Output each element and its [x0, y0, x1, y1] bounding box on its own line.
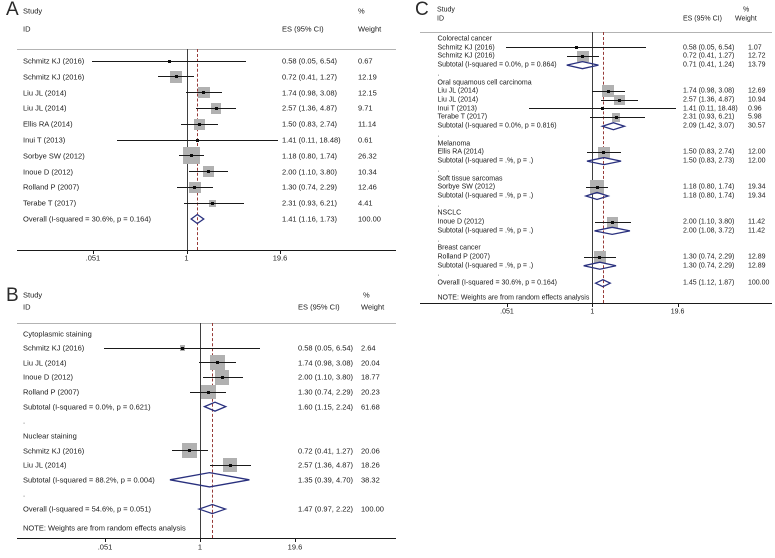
- panel-c-axis-tick-label: .051: [500, 308, 514, 315]
- panel-a-row-label: Liu JL (2014): [23, 87, 67, 97]
- panel-c-point-marker: [575, 46, 578, 49]
- panel-c-row-label: Rolland P (2007): [437, 253, 490, 261]
- panel-b-es-value: 2.00 (1.10, 3.80): [298, 372, 354, 382]
- panel-c-weight-value: 13.79: [748, 61, 766, 69]
- panel-c-point-marker: [611, 221, 614, 224]
- panel-a-weight-value: 10.34: [358, 166, 377, 176]
- panel-c-point-marker: [602, 151, 605, 154]
- panel-a-row-label: Inui T (2013): [23, 135, 66, 145]
- panel-c-row-label: Schmitz KJ (2016): [437, 44, 495, 52]
- panel-c-row-label: Subtotal (I-squared = .%, p = .): [437, 192, 534, 200]
- panel-b-es-value: 1.60 (1.15, 2.24): [298, 401, 354, 411]
- panel-c-weight-value: 12.00: [748, 148, 766, 156]
- panel-c-es-value: 2.00 (1.08, 3.72): [683, 227, 735, 235]
- panel-c-es-value: 2.57 (1.36, 4.87): [683, 96, 735, 104]
- panel-b-weight-value: 20.23: [361, 387, 380, 397]
- panel-c-point-marker: [601, 107, 604, 110]
- panel-b-weight-value: 18.26: [361, 460, 380, 470]
- panel-b-axis-tick-label: 1: [197, 542, 203, 552]
- panel-c-row-label: Liu JL (2014): [437, 96, 479, 104]
- panel-a-weight-value: 12.19: [358, 72, 377, 82]
- panel-c-es-value: 1.45 (1.12, 1.87): [683, 279, 735, 287]
- panel-a-weight-value: 4.41: [358, 198, 373, 208]
- panel-b-header-pct: %: [363, 290, 370, 300]
- panel-c-weight-value: 11.42: [748, 218, 765, 226]
- panel-c-weight-value: 19.34: [748, 192, 766, 200]
- panel-c-section-heading: Soft tissue sarcomas: [437, 175, 503, 183]
- panel-c-weight-value: 12.69: [748, 87, 766, 95]
- panel-c-es-value: 1.41 (0.11, 18.48): [683, 105, 738, 113]
- panel-b-note: NOTE: Weights are from random effects analysis: [23, 522, 186, 532]
- panel-c-es-value: 1.18 (0.80, 1.74): [683, 183, 735, 191]
- panel-c-header-es: ES (95% CI): [683, 15, 722, 23]
- panel-b-es-value: 1.30 (0.74, 2.29): [298, 387, 354, 397]
- panel-c-point-marker: [581, 55, 584, 58]
- panel-c-weight-value: 30.57: [748, 122, 766, 130]
- panel-a-point-marker: [215, 107, 218, 110]
- panel-b-row-label: Inoue D (2012): [23, 372, 74, 382]
- panel-a-header-es: ES (95% CI): [282, 24, 324, 34]
- panel-c-es-value: 1.18 (0.80, 1.74): [683, 192, 735, 200]
- panel-a-axis-tick-label: 19.6: [272, 253, 288, 263]
- panel-b-weight-value: 20.06: [361, 445, 380, 455]
- panel-c-separator-dot: .: [437, 166, 440, 174]
- panel-c-row-label: Subtotal (I-squared = 0.0%, p = 0.864): [437, 61, 557, 69]
- panel-c-axis-tick: [592, 303, 593, 307]
- panel-b-letter: B: [6, 285, 19, 306]
- panel-c-row-label: Ellis RA (2014): [437, 148, 484, 156]
- panel-b-header-rule: [17, 323, 396, 324]
- panel-c-subtotal-diamond: [584, 262, 616, 269]
- panel-c-es-value: 2.09 (1.42, 3.07): [683, 122, 735, 130]
- panel-b-weight-value: 20.04: [361, 358, 380, 367]
- panel-b-subtotal-diamond: [170, 473, 249, 487]
- panel-a-es-value: 1.50 (0.83, 2.74): [282, 119, 338, 129]
- panel-a-weight-value: 100.00: [358, 214, 381, 224]
- panel-a-es-value: 1.41 (0.11, 18.48): [282, 135, 341, 145]
- panel-c-weight-value: 5.98: [748, 113, 762, 121]
- panel-c-es-value: 1.30 (0.74, 2.29): [683, 262, 735, 270]
- panel-a-axis-line: [17, 250, 396, 251]
- panel-c-separator-dot: .: [437, 201, 440, 209]
- panel-b-point-marker: [188, 449, 191, 452]
- panel-c-weight-value: 19.34: [748, 183, 766, 191]
- panel-c-axis-tick-label: 19.6: [670, 308, 685, 315]
- panel-c-section-heading: Melanoma: [437, 140, 471, 148]
- panel-b-row-label: Subtotal (I-squared = 88.2%, p = 0.004): [23, 475, 155, 485]
- panel-a-point-marker: [190, 154, 193, 157]
- panel-b-es-value: 0.72 (0.41, 1.27): [298, 445, 354, 455]
- panel-a-es-value: 1.41 (1.16, 1.73): [282, 214, 338, 224]
- panel-b-es-value: 1.35 (0.39, 4.70): [298, 475, 354, 485]
- panel-b-separator-dot: .: [23, 489, 26, 499]
- panel-c-es-value: 2.31 (0.93, 6.21): [683, 113, 735, 121]
- panel-b-row-label: Rolland P (2007): [23, 387, 80, 397]
- panel-b-row-label: Overall (I-squared = 54.6%, p = 0.051): [23, 504, 151, 514]
- panel-c-axis-tick-label: 1: [590, 308, 595, 315]
- panel-a-point-marker: [175, 75, 178, 78]
- panel-a-es-value: 1.74 (0.98, 3.08): [282, 87, 338, 97]
- panel-b-null-line: [200, 323, 201, 539]
- panel-c-header-pct: %: [743, 6, 750, 14]
- panel-a-weight-value: 12.15: [358, 87, 377, 97]
- panel-b-header-id: ID: [23, 302, 31, 312]
- panel-b-axis-tick-label: .051: [97, 542, 113, 552]
- panel-c-letter: C: [415, 0, 429, 20]
- panel-c-row-label: Schmitz KJ (2016): [437, 52, 495, 60]
- panel-c-row-label: Inui T (2013): [437, 105, 477, 113]
- panel-a-row-label: Liu JL (2014): [23, 103, 67, 113]
- panel-c-weight-value: 12.89: [748, 253, 766, 261]
- panel-c-es-value: 0.72 (0.41, 1.27): [683, 52, 735, 60]
- panel-c-point-marker: [598, 256, 601, 259]
- panel-c-subtotal-diamond: [595, 227, 630, 234]
- panel-b-header-weight: Weight: [361, 302, 385, 312]
- panel-b-weight-value: 18.77: [361, 372, 380, 382]
- panel-c-point-marker: [615, 116, 618, 119]
- panel-b-weight-value: 61.68: [361, 401, 380, 411]
- panel-c-row-label: Sorbye SW (2012): [437, 183, 496, 191]
- panel-c-es-value: 1.50 (0.83, 2.73): [683, 157, 735, 165]
- panel-b-weight-value: 38.32: [361, 475, 380, 485]
- panel-a-weight-value: 9.71: [358, 103, 373, 113]
- panel-b-row-label: Liu JL (2014): [23, 460, 67, 470]
- panel-c-row-label: Subtotal (I-squared = .%, p = .): [437, 157, 534, 165]
- panel-b-row-label: Subtotal (I-squared = 0.0%, p = 0.621): [23, 401, 151, 411]
- panel-c-es-value: 1.30 (0.74, 2.29): [683, 253, 735, 261]
- panel-a-weight-value: 12.46: [358, 182, 377, 192]
- panel-c-axis-tick: [678, 303, 679, 307]
- panel-a-header-pct: %: [358, 6, 365, 16]
- panel-a-point-marker: [168, 60, 171, 63]
- panel-c-axis-tick: [507, 303, 508, 307]
- panel-b-axis-line: [17, 538, 396, 539]
- panel-c-es-value: 2.00 (1.10, 3.80): [683, 218, 735, 226]
- panel-a-header-study: Study: [23, 6, 43, 16]
- panel-a-weight-value: 0.61: [358, 135, 373, 145]
- panel-a-point-marker: [211, 202, 214, 205]
- panel-c-note: NOTE: Weights are from random effects analysis: [437, 294, 590, 301]
- panel-a-axis-tick-label: .051: [85, 253, 101, 263]
- panel-a-row-label: Overall (I-squared = 30.6%, p = 0.164): [23, 214, 151, 224]
- panel-a-es-value: 2.00 (1.10, 3.80): [282, 166, 338, 176]
- panel-c-row-label: Liu JL (2014): [437, 87, 479, 95]
- panel-a-es-value: 2.31 (0.93, 6.21): [282, 198, 338, 208]
- panel-c-weight-value: 0.96: [748, 105, 762, 113]
- panel-b-row-label: Liu JL (2014): [23, 358, 67, 367]
- panel-c-weight-value: 12.89: [748, 262, 766, 270]
- panel-a-point-marker: [198, 123, 201, 126]
- panel-c-row-label: Subtotal (I-squared = 0.0%, p = 0.816): [437, 122, 557, 130]
- panel-c-es-value: 1.50 (0.83, 2.74): [683, 148, 735, 156]
- panel-c-weight-value: 100.00: [748, 279, 770, 287]
- panel-c-section-heading: Breast cancer: [437, 244, 481, 252]
- panel-c-header-id: ID: [437, 15, 444, 23]
- panel-a-weight-value: 11.14: [358, 119, 377, 129]
- panel-a-weight-value: 26.32: [358, 151, 377, 161]
- panel-b-es-value: 1.74 (0.98, 3.08): [298, 358, 354, 367]
- panel-a-row-label: Rolland P (2007): [23, 182, 80, 192]
- panel-a-point-marker: [207, 170, 210, 173]
- panel-a-point-marker: [193, 186, 196, 189]
- panel-b-section-heading: Cytoplasmic staining: [23, 328, 92, 338]
- panel-c-row-label: Subtotal (I-squared = .%, p = .): [437, 262, 534, 270]
- panel-b-weight-value: 2.64: [361, 343, 376, 353]
- panel-c-weight-value: 1.07: [748, 44, 762, 52]
- panel-c-header-weight: Weight: [735, 15, 757, 23]
- panel-c-separator-dot: .: [437, 270, 440, 278]
- panel-b-row-label: Schmitz KJ (2016): [23, 445, 85, 455]
- panel-c-weight-value: 10.94: [748, 96, 766, 104]
- panel-a-axis-tick-label: 1: [184, 253, 189, 263]
- panel-c-es-value: 1.74 (0.98, 3.08): [683, 87, 735, 95]
- panel-b-row-label: Schmitz KJ (2016): [23, 343, 85, 353]
- panel-c-section-heading: Colorectal cancer: [437, 35, 492, 43]
- panel-a-es-value: 2.57 (1.36, 4.87): [282, 103, 338, 113]
- panel-b-header-es: ES (95% CI): [298, 302, 340, 312]
- panel-b-point-marker: [207, 391, 210, 394]
- panel-b-subtotal-diamond: [204, 402, 225, 411]
- panel-a-row-label: Schmitz KJ (2016): [23, 72, 85, 82]
- panel-c-section-heading: NSCLC: [437, 209, 462, 217]
- panel-a-es-value: 1.18 (0.80, 1.74): [282, 151, 338, 161]
- panel-a-es-value: 0.58 (0.05, 6.54): [282, 56, 338, 66]
- panel-b-header-study: Study: [23, 290, 43, 300]
- panel-b-point-marker: [181, 347, 184, 350]
- panel-c-point-marker: [607, 90, 610, 93]
- panel-a-point-marker: [202, 91, 205, 94]
- panel-a-row-label: Ellis RA (2014): [23, 119, 73, 129]
- panel-c-row-label: Overall (I-squared = 30.6%, p = 0.164): [437, 279, 557, 287]
- panel-c-row-label: Subtotal (I-squared = .%, p = .): [437, 227, 534, 235]
- panel-c-point-marker: [618, 99, 621, 102]
- panel-a-header-rule: [17, 49, 396, 50]
- panel-b-weight-value: 100.00: [361, 504, 384, 514]
- panel-b-point-marker: [229, 464, 232, 467]
- panel-b-point-marker: [221, 376, 224, 379]
- panel-a-row-label: Sorbye SW (2012): [23, 151, 85, 161]
- panel-b-es-value: 1.47 (0.97, 2.22): [298, 504, 354, 514]
- panel-c-weight-value: 11.42: [748, 227, 765, 235]
- panel-c-section-heading: Oral squamous cell carcinoma: [437, 79, 532, 87]
- panel-c-axis-line: [420, 303, 772, 304]
- panel-a-es-value: 0.72 (0.41, 1.27): [282, 72, 338, 82]
- panel-b-es-value: 0.58 (0.05, 6.54): [298, 343, 354, 353]
- panel-b-axis-tick-label: 19.6: [287, 542, 303, 552]
- panel-c-subtotal-diamond: [567, 62, 599, 69]
- panel-a-row-label: Inoue D (2012): [23, 166, 74, 176]
- panel-b-es-value: 2.57 (1.36, 4.87): [298, 460, 354, 470]
- panel-c-header-study: Study: [437, 6, 455, 14]
- panel-c-separator-dot: .: [437, 236, 440, 244]
- panel-c-es-value: 0.71 (0.41, 1.24): [683, 61, 735, 69]
- panel-b-separator-dot: .: [23, 416, 26, 426]
- panel-c-row-label: Terabe T (2017): [437, 113, 488, 121]
- panel-c-subtotal-diamond: [602, 123, 624, 130]
- panel-a-header-id: ID: [23, 24, 31, 34]
- panel-c-separator-dot: .: [437, 70, 440, 78]
- panel-a-row-label: Schmitz KJ (2016): [23, 56, 85, 66]
- panel-a-weight-value: 0.67: [358, 56, 373, 66]
- panel-c-header-rule: [420, 32, 772, 33]
- panel-c-separator-dot: .: [437, 131, 440, 139]
- panel-a-row-label: Terabe T (2017): [23, 198, 77, 208]
- panel-a-letter: A: [6, 0, 19, 20]
- panel-b-point-marker: [216, 361, 219, 364]
- panel-b-section-heading: Nuclear staining: [23, 431, 77, 441]
- panel-c-point-marker: [596, 186, 599, 189]
- panel-a-point-marker: [196, 139, 199, 142]
- panel-c-row-label: Inoue D (2012): [437, 218, 485, 226]
- panel-a-es-value: 1.30 (0.74, 2.29): [282, 182, 338, 192]
- panel-c-weight-value: 12.00: [748, 157, 766, 165]
- panel-c-weight-value: 12.72: [748, 52, 766, 60]
- panel-a-header-weight: Weight: [358, 24, 382, 34]
- panel-c-es-value: 0.58 (0.05, 6.54): [683, 44, 735, 52]
